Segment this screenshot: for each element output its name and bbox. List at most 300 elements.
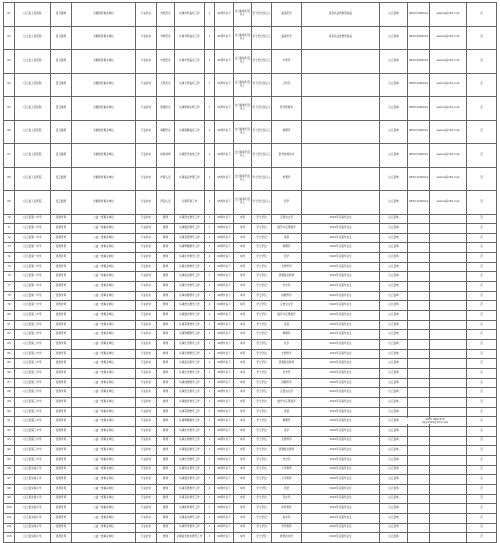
cell-major: 体育教育 [272,504,302,514]
table-row [4,330,497,340]
cell-remark: 否 [467,3,497,27]
cell-unit: 公益一类事业单位 [72,523,136,533]
cell-merged-contact [408,320,430,330]
cell-merged-contact [430,446,467,456]
cell-unit: 公益一类事业单位 [72,417,136,427]
cell-major: 生物科学 [272,436,302,446]
cell-no: 71 [4,224,15,234]
table-row [4,301,497,311]
cell-edu: 本科 [234,446,252,456]
cell-loc: 白云县城 [380,455,408,465]
cell-pos: 教师 [157,494,175,504]
cell-deg: 学士学位 [252,523,272,533]
table-row [4,349,497,359]
table-row [4,243,497,253]
cell-no: 63 [4,50,15,74]
cell-merged-contact [430,253,467,263]
table-row [4,282,497,292]
cell-employer: 白云县人民医院 [15,26,51,50]
cell-major: 汉语言文学 [272,301,302,311]
cell-job: 从事内科临床工作 [175,3,205,27]
cell-unit: 公益一类事业单位 [72,359,136,369]
cell-other: 2023年应届毕业生 [302,301,380,311]
cell-employer: 白云县实验小学 [15,484,51,494]
cell-merged-contact [408,378,430,388]
cell-employer: 白云县实验小学 [15,465,51,475]
cell-dept: 县教育局 [51,523,72,533]
cell-loc: 白云县城 [380,233,408,243]
cell-major: 护理学 [272,167,302,191]
cell-pos: 教师 [157,533,175,543]
cell-other: 2023年应届毕业生 [302,533,380,543]
cell-pos: 儿科医生 [157,73,175,97]
cell-dept: 县卫健局 [51,120,72,144]
cell-age: 30周岁以下 [215,253,234,263]
cell-unit: 全额拨款事业单位 [72,120,136,144]
table-row [4,311,497,321]
cell-merged-contact [430,455,467,465]
cell-pos: 教师 [157,369,175,379]
cell-dept: 县教育局 [51,214,72,224]
cell-remark: 否 [467,214,497,224]
cell-edu: 本科 [234,455,252,465]
cell-unit: 公益一类事业单位 [72,233,136,243]
cell-job: 从事美术教学工作 [175,513,205,523]
cell-edu: 本科 [234,340,252,350]
cell-major: 思想政治教育 [272,272,302,282]
cell-unit: 公益一类事业单位 [72,214,136,224]
cell-dept: 县教育局 [51,533,72,543]
cell-employer: 白云县第三中学 [15,417,51,427]
cell-dept: 县教育局 [51,340,72,350]
cell-cat: 专业技术 [136,426,157,436]
cell-edu: 本科 [234,494,252,504]
cell-loc: 白云县城 [380,417,408,427]
cell-cat: 专业技术 [136,3,157,27]
cell-dept: 县卫健局 [51,97,72,121]
table-row [4,253,497,263]
cell-loc: 白云县城 [380,144,408,168]
cell-loc: 白云县城 [380,494,408,504]
cell-other: 2023年应届毕业生 [302,320,380,330]
cell-other: 2023年应届毕业生 [302,224,380,234]
cell-major: 临床医学 [272,26,302,50]
cell-unit: 公益一类事业单位 [72,388,136,398]
cell-edu: 全日制本科及以上 [234,167,252,191]
table-row [4,191,497,215]
cell-major: 化学 [272,426,302,436]
cell-cat: 专业技术 [136,191,157,215]
cell-unit: 公益一类事业单位 [72,340,136,350]
cell-cat: 专业技术 [136,388,157,398]
cell-loc: 白云县城 [380,224,408,234]
cell-merged-contact [430,224,467,234]
cell-employer: 白云县第一中学 [15,233,51,243]
cell-unit: 公益一类事业单位 [72,330,136,340]
cell-employer: 白云县第一中学 [15,243,51,253]
cell-edu: 全日制本科及以上 [234,3,252,27]
cell-age: 30周岁以下 [215,436,234,446]
cell-edu: 本科 [234,311,252,321]
table-row [4,436,497,446]
cell-cat: 专业技术 [136,233,157,243]
cell-job: 从事数学教学工作 [175,397,205,407]
cell-pos: 教师 [157,311,175,321]
cell-loc: 白云县城 [380,359,408,369]
cell-major: 美术学 [272,513,302,523]
cell-pos: 教师 [157,359,175,369]
cell-employer: 白云县人民医院 [15,120,51,144]
cell-loc: 白云县城 [380,378,408,388]
cell-no: 100 [4,504,15,514]
cell-age: 35周岁以下 [215,120,234,144]
cell-dept: 县卫健局 [51,50,72,74]
cell-count: 1 [205,26,215,50]
cell-remark: 否 [467,144,497,168]
cell-remark: 否 [467,311,497,321]
cell-loc: 白云县城 [380,533,408,543]
cell-deg: 学士学位 [252,233,272,243]
cell-cat: 专业技术 [136,144,157,168]
cell-age: 35周岁以下 [215,3,234,27]
table-row [4,224,497,234]
cell-phone: 0830-3200014 [408,3,430,27]
cell-major: 科学教育 [272,523,302,533]
cell-dept: 县教育局 [51,446,72,456]
cell-unit: 公益一类事业单位 [72,253,136,263]
cell-no: 93 [4,436,15,446]
cell-other [302,167,380,191]
cell-pos: 教师 [157,340,175,350]
cell-major: 药学 [272,191,302,215]
cell-edu: 本科 [234,513,252,523]
cell-merged-contact [408,407,430,417]
cell-unit: 公益一类事业单位 [72,475,136,485]
cell-loc: 白云县城 [380,191,408,215]
cell-major: 数学与应用数学 [272,224,302,234]
cell-remark: 否 [467,369,497,379]
cell-dept: 县教育局 [51,311,72,321]
cell-employer: 白云县人民医院 [15,73,51,97]
cell-unit: 全额拨款事业单位 [72,144,136,168]
cell-deg: 学士学位 [252,446,272,456]
cell-unit: 公益一类事业单位 [72,533,136,543]
cell-merged-contact [430,475,467,485]
cell-dept: 县卫健局 [51,167,72,191]
cell-pos: 教师 [157,291,175,301]
cell-edu: 本科 [234,224,252,234]
cell-job: 从事科学教学工作 [175,523,205,533]
cell-phone: 0830-3200014 [408,50,430,74]
cell-pos: 教师 [157,407,175,417]
cell-cat: 专业技术 [136,446,157,456]
cell-remark: 否 [467,262,497,272]
cell-job: 从事物理教学工作 [175,243,205,253]
cell-merged-contact [408,426,430,436]
cell-unit: 全额拨款事业单位 [72,50,136,74]
table-row [4,426,497,436]
cell-unit: 公益一类事业单位 [72,397,136,407]
cell-merged-contact [408,446,430,456]
cell-merged-contact [408,455,430,465]
cell-major: 物理学 [272,243,302,253]
cell-deg: 学士学位 [252,330,272,340]
cell-merged-contact [430,388,467,398]
cell-no: 81 [4,320,15,330]
cell-dept: 县教育局 [51,359,72,369]
cell-job: 从事语文教学工作 [175,465,205,475]
cell-employer: 白云县实验小学 [15,504,51,514]
cell-other [302,97,380,121]
cell-edu: 全日制本科及以上 [234,50,252,74]
cell-count: 1 [205,224,215,234]
cell-no: 88 [4,388,15,398]
cell-deg: 学士学位 [252,243,272,253]
cell-count: 1 [205,330,215,340]
cell-cat: 专业技术 [136,494,157,504]
cell-job: 从事信息技术教学工作 [175,533,205,543]
cell-edu: 本科 [234,301,252,311]
cell-no: 99 [4,494,15,504]
school-contact-phone: 0830-3601616 [425,418,445,421]
cell-no: 66 [4,120,15,144]
cell-unit: 全额拨款事业单位 [72,73,136,97]
cell-merged-contact [430,291,467,301]
cell-count: 1 [205,253,215,263]
cell-age: 30周岁以下 [215,388,234,398]
cell-unit: 公益一类事业单位 [72,407,136,417]
cell-edu: 本科 [234,426,252,436]
cell-no: 94 [4,446,15,456]
cell-merged-contact [408,484,430,494]
cell-loc: 白云县城 [380,262,408,272]
cell-job: 从事数学教学工作 [175,311,205,321]
cell-cat: 专业技术 [136,282,157,292]
cell-merged-contact [430,426,467,436]
cell-deg: 学士学位及以上 [252,50,272,74]
table-row [4,291,497,301]
cell-edu: 全日制本科及以上 [234,191,252,215]
cell-dept: 县教育局 [51,504,72,514]
cell-employer: 白云县第一中学 [15,291,51,301]
cell-edu: 本科 [234,291,252,301]
cell-major: 英语 [272,233,302,243]
cell-job: 从事化学教学工作 [175,253,205,263]
cell-no: 96 [4,465,15,475]
cell-age: 30周岁以下 [215,369,234,379]
cell-job: 从事政治教学工作 [175,446,205,456]
cell-unit: 全额拨款事业单位 [72,167,136,191]
cell-pos: 教师 [157,262,175,272]
cell-count: 1 [205,494,215,504]
cell-age: 30周岁以下 [215,243,234,253]
cell-age: 30周岁以下 [215,301,234,311]
cell-no: 86 [4,369,15,379]
cell-email: baiyun@163.com [430,167,467,191]
cell-cat: 专业技术 [136,120,157,144]
table-row [4,320,497,330]
cell-no: 79 [4,301,15,311]
cell-other: 2023年应届毕业生 [302,253,380,263]
cell-other: 2023年应届毕业生 [302,388,380,398]
cell-other [302,73,380,97]
cell-cat: 专业技术 [136,291,157,301]
cell-no: 102 [4,523,15,533]
cell-edu: 本科 [234,330,252,340]
cell-major: 音乐学 [272,494,302,504]
cell-major: 英语 [272,484,302,494]
table-row [4,513,497,523]
cell-no: 77 [4,282,15,292]
cell-other: 2023年应届毕业生 [302,330,380,340]
cell-edu: 本科 [234,484,252,494]
table-row [4,407,497,417]
cell-count: 1 [205,282,215,292]
cell-age: 35周岁以下 [215,73,234,97]
cell-major: 汉语言文学 [272,214,302,224]
cell-no: 62 [4,26,15,50]
cell-job: 从事影像诊断工作 [175,97,205,121]
cell-deg: 学士学位 [252,349,272,359]
cell-pos: 教师 [157,523,175,533]
table-row [4,97,497,121]
cell-merged-contact [430,330,467,340]
cell-age: 35周岁以下 [215,50,234,74]
cell-pos: 教师 [157,513,175,523]
cell-count: 1 [205,191,215,215]
cell-age: 30周岁以下 [215,262,234,272]
table-row [4,369,497,379]
cell-loc: 白云县城 [380,73,408,97]
cell-employer: 白云县第一中学 [15,272,51,282]
cell-edu: 本科 [234,504,252,514]
cell-other [302,144,380,168]
cell-major: 地理科学 [272,378,302,388]
cell-cat: 专业技术 [136,330,157,340]
cell-unit: 公益一类事业单位 [72,504,136,514]
cell-merged-contact [408,533,430,543]
cell-other: 2023年应届毕业生 [302,465,380,475]
cell-dept: 县教育局 [51,455,72,465]
cell-remark: 否 [467,320,497,330]
cell-merged-contact [408,340,430,350]
cell-loc: 白云县城 [380,272,408,282]
cell-unit: 全额拨款事业单位 [72,26,136,50]
cell-no: 98 [4,484,15,494]
cell-remark: 否 [467,446,497,456]
cell-pos: 内科医生 [157,3,175,27]
cell-count: 1 [205,484,215,494]
cell-pos: 护理人员 [157,167,175,191]
cell-other: 2023年应届毕业生 [302,523,380,533]
cell-job: 从事地理教学工作 [175,291,205,301]
cell-unit: 公益一类事业单位 [72,513,136,523]
cell-pos: 教师 [157,426,175,436]
cell-cat: 专业技术 [136,475,157,485]
cell-other [302,120,380,144]
cell-no: 75 [4,262,15,272]
cell-count: 1 [205,120,215,144]
cell-other: 2023年应届毕业生 [302,349,380,359]
cell-no: 82 [4,330,15,340]
cell-other: 2023年应届毕业生 [302,291,380,301]
cell-cat: 专业技术 [136,311,157,321]
cell-loc: 白云县城 [380,484,408,494]
cell-phone: 0830-3200014 [408,191,430,215]
cell-cat: 专业技术 [136,272,157,282]
cell-count: 1 [205,50,215,74]
cell-count: 1 [205,455,215,465]
cell-edu: 本科 [234,378,252,388]
cell-unit: 公益一类事业单位 [72,484,136,494]
cell-cat: 专业技术 [136,262,157,272]
cell-remark: 否 [467,523,497,533]
cell-loc: 白云县城 [380,167,408,191]
cell-merged-contact [430,311,467,321]
cell-age: 30周岁以下 [215,513,234,523]
cell-loc: 白云县城 [380,3,408,27]
cell-loc: 白云县城 [380,120,408,144]
cell-loc: 白云县城 [380,214,408,224]
cell-unit: 全额拨款事业单位 [72,3,136,27]
cell-merged-contact [408,397,430,407]
cell-other: 2023年应届毕业生 [302,484,380,494]
cell-dept: 县教育局 [51,330,72,340]
cell-remark: 否 [467,436,497,446]
cell-cat: 专业技术 [136,320,157,330]
cell-employer: 白云县实验小学 [15,533,51,543]
cell-phone: 0830-3200014 [408,73,430,97]
cell-dept: 县教育局 [51,262,72,272]
cell-unit: 公益一类事业单位 [72,446,136,456]
cell-major: 物理学 [272,330,302,340]
cell-employer: 白云县第一中学 [15,262,51,272]
cell-job: 从事音乐教学工作 [175,494,205,504]
table-row [4,73,497,97]
cell-pos: 教师 [157,272,175,282]
cell-remark: 否 [467,272,497,282]
cell-other: 2023年应届毕业生 [302,475,380,485]
cell-employer: 白云县人民医院 [15,191,51,215]
cell-employer: 白云县第三中学 [15,446,51,456]
table-row [4,378,497,388]
cell-unit: 公益一类事业单位 [72,465,136,475]
cell-employer: 白云县人民医院 [15,3,51,27]
cell-dept: 县卫健局 [51,144,72,168]
cell-unit: 公益一类事业单位 [72,455,136,465]
cell-major: 医学检验技术 [272,144,302,168]
cell-merged-contact [430,513,467,523]
cell-edu: 全日制本科及以上 [234,97,252,121]
cell-deg: 学士学位 [252,340,272,350]
cell-unit: 公益一类事业单位 [72,494,136,504]
cell-job: 从事地理教学工作 [175,378,205,388]
cell-merged-contact [408,243,430,253]
cell-deg: 学士学位 [252,533,272,543]
cell-count: 1 [205,426,215,436]
cell-cat: 专业技术 [136,369,157,379]
cell-merged-contact [430,378,467,388]
cell-job: 从事体育教学工作 [175,504,205,514]
cell-count: 1 [205,523,215,533]
cell-count: 1 [205,301,215,311]
cell-email: baiyun@163.com [430,50,467,74]
cell-deg: 学士学位 [252,388,272,398]
cell-pos: 教师 [157,233,175,243]
cell-email: baiyun@163.com [430,97,467,121]
cell-no: 85 [4,359,15,369]
cell-employer: 白云县第三中学 [15,426,51,436]
